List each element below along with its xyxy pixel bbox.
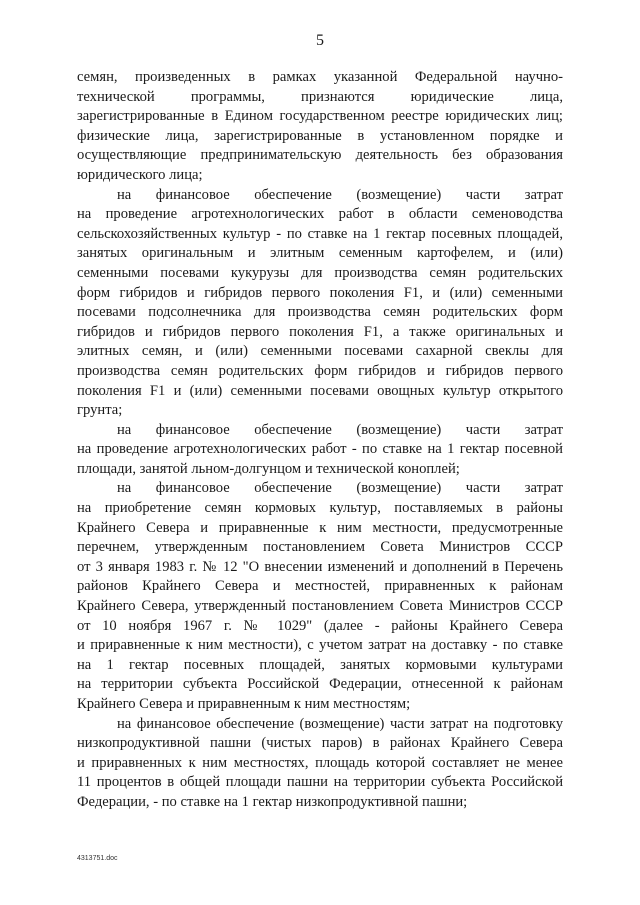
text-line: юридического лица; (77, 166, 203, 183)
text-line: на территории субъекта Российской Федерации, отнесенной к районам (77, 676, 563, 693)
text-line: на 1 гектар посевных площадей, занятых кормовыми культурами (77, 656, 563, 673)
text-line: на проведение агротехнологических работ - по ставке на 1 гектар посевной (77, 441, 563, 458)
text-line: Федерации, - по ставке на 1 гектар низкопродуктивной пашни; (77, 793, 468, 810)
text-line: посевами подсолнечника для производства семян родительских форм (77, 304, 563, 321)
document-file-code: 4313751.doc (77, 855, 118, 862)
text-line: семенными посевами кукурузы для производства семян родительских (77, 264, 563, 281)
text-line: на финансовое обеспечение (возмещение) части затрат на подготовку (117, 715, 563, 732)
text-line: Крайнего Севера, утвержденный постановлением Совета Министров СССР (77, 598, 563, 615)
text-line: осуществляющие предпринимательскую деятельность без образования (77, 147, 563, 164)
text-line: перечнем, утвержденным постановлением Совета Министров СССР (77, 539, 563, 556)
text-line: на финансовое обеспечение (возмещение) части затрат (117, 186, 563, 203)
text-line: 11 процентов в общей площади пашни на территории субъекта Российской (77, 774, 563, 791)
text-line: зарегистрированные в Едином государственном реестре юридических лиц; (77, 108, 563, 125)
text-line: низкопродуктивной пашни (чистых паров) в районах Крайнего Севера (77, 735, 563, 752)
text-line: семян, произведенных в рамках указанной Федеральной научно- (77, 69, 563, 85)
text-line: Крайнего Севера и приравненным к ним местностям; (77, 696, 411, 712)
document-body (77, 68, 563, 813)
text-line: грунта; (77, 402, 123, 419)
text-line: сельскохозяйственных культур - по ставке на 1 гектар посевных площадей, (77, 225, 563, 242)
text-line: площади, занятой льном-долгунцом и технической коноплей; (77, 460, 460, 477)
text-line: Крайнего Севера и приравненные к ним местности, предусмотренные (77, 519, 563, 536)
text-line: от 10 ноября 1967 г. № 1029" (далее - районы Крайнего Севера (77, 617, 563, 634)
text-line: форм гибридов и гибридов первого поколения F1, и (или) семенными (77, 284, 563, 301)
text-line: физические лица, зарегистрированные в установленном порядке и (77, 127, 563, 144)
text-line: на проведение агротехнологических работ в области семеноводства (77, 206, 563, 223)
text-line: производства семян родительских форм гибридов и гибридов первого (77, 362, 563, 379)
text-line: элитных семян, и (или) семенными посевами сахарной свеклы для (77, 343, 563, 360)
text-line: занятых оригинальным и элитным семенным картофелем, и (или) (77, 245, 563, 262)
text-line: технической программы, признаются юридические лица, (77, 88, 563, 105)
text-line: от 3 января 1983 г. № 12 "О внесении изменений и дополнений в Перечень (77, 558, 563, 575)
text-line: на финансовое обеспечение (возмещение) части затрат (117, 421, 563, 438)
text-line: районов Крайнего Севера и местностей, приравненных к районам (77, 578, 563, 595)
text-line: и приравненные к ним местности), с учетом затрат на доставку - по ставке (77, 637, 563, 654)
page-number: 5 (316, 32, 324, 49)
text-line: на финансовое обеспечение (возмещение) части затрат (117, 480, 563, 497)
text-line: поколения F1 и (или) семенными посевами овощных культур открытого (77, 382, 563, 399)
text-line: и приравненных к ним местностях, площадь которой составляет не менее (77, 754, 563, 771)
text-line: на приобретение семян кормовых культур, поставляемых в районы (77, 500, 563, 517)
text-line: гибридов и гибридов первого поколения F1, а также оригинальных и (77, 323, 563, 340)
